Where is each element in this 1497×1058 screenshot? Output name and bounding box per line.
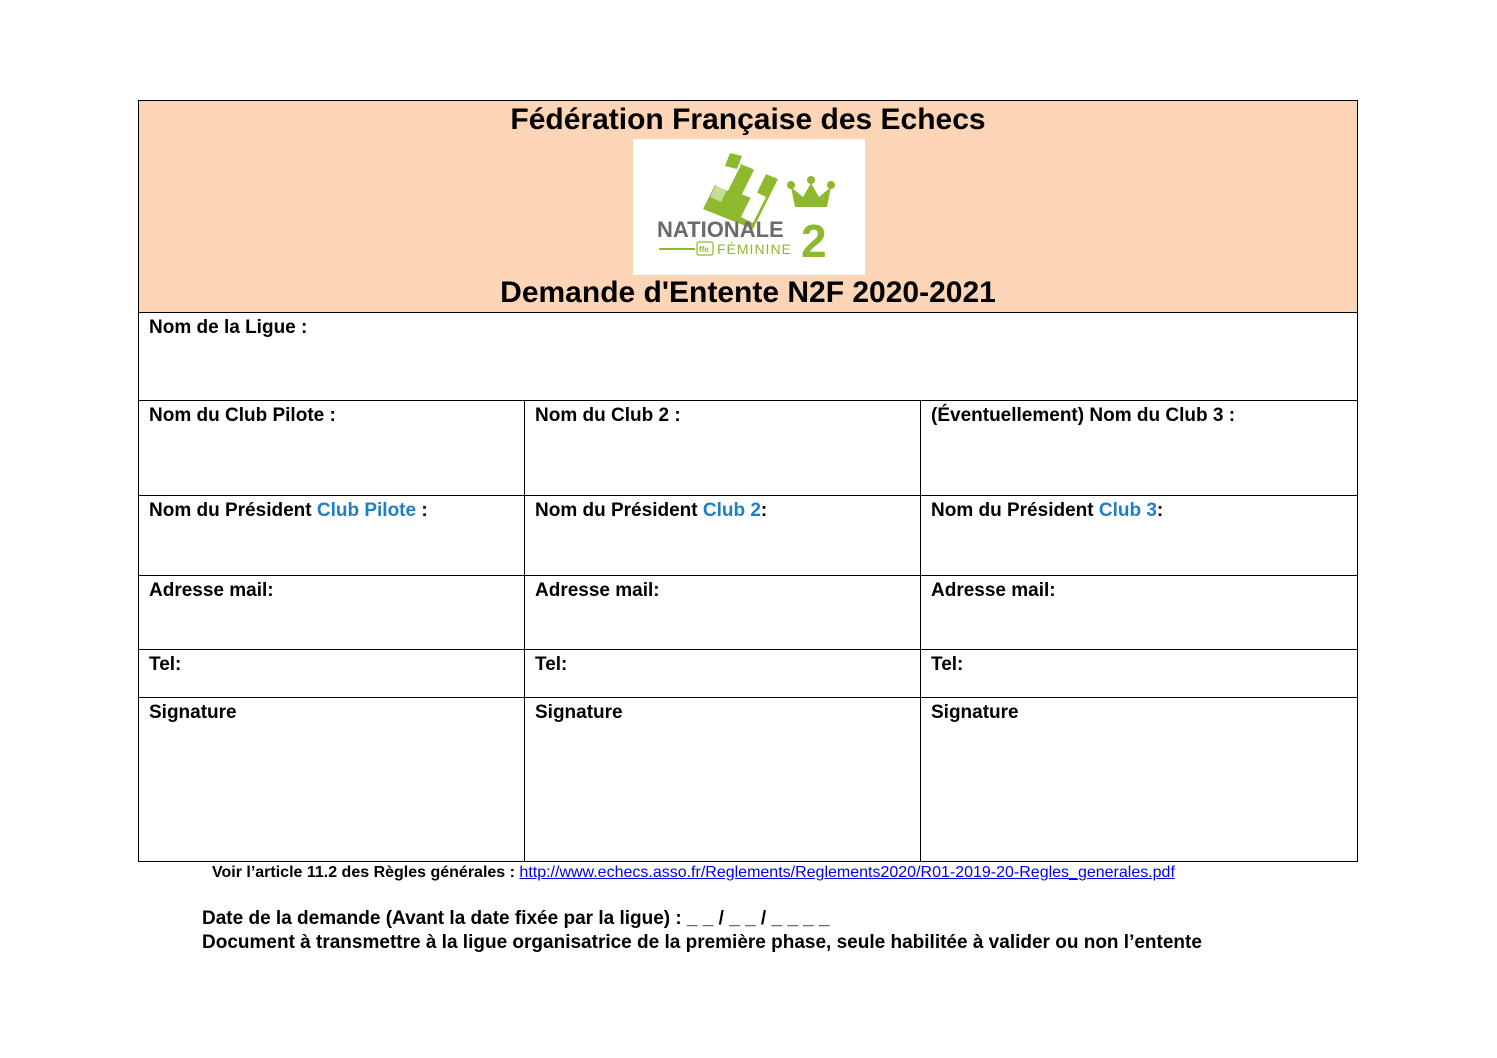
ligue-field[interactable]	[139, 313, 1357, 400]
president-row	[139, 496, 1357, 576]
tel-label: Tel:	[535, 654, 568, 675]
president-club-2-field[interactable]	[524, 496, 920, 575]
transmission-note: Document à transmettre à la ligue organisatrice de la première phase, seule habilitée à valider ou non l’entente	[202, 932, 1202, 953]
nationale-feminine-logo	[633, 139, 865, 275]
mail-label: Adresse mail:	[149, 580, 274, 601]
club-2-label: Nom du Club 2 :	[535, 405, 681, 426]
president-club-2-suffix: :	[760, 500, 768, 521]
signature-row	[139, 698, 1357, 861]
club-3-field[interactable]	[920, 401, 1357, 495]
crown-icon	[787, 176, 835, 207]
president-prefix: Nom du Président	[931, 500, 1094, 521]
tel-label: Tel:	[931, 654, 964, 675]
club-pilote-label: Nom du Club Pilote :	[149, 405, 336, 426]
rules-reference	[212, 864, 1175, 882]
mail-club-3-field[interactable]	[920, 576, 1357, 649]
signature-label: Signature	[931, 702, 1019, 723]
mail-row	[139, 576, 1357, 650]
ligue-label: Nom de la Ligue :	[149, 317, 308, 338]
signature-label: Signature	[535, 702, 623, 723]
mail-label: Adresse mail:	[535, 580, 660, 601]
ligue-row	[139, 313, 1357, 401]
request-date-line: Date de la demande (Avant la date fixée par la ligue) : _ _ / _ _ / _ _ _ _	[202, 908, 830, 929]
logo-word: NATIONALE	[657, 217, 784, 242]
tel-label: Tel:	[149, 654, 182, 675]
entente-form	[138, 100, 1358, 862]
tel-club-2-field[interactable]	[524, 650, 920, 697]
club-pilote-field[interactable]	[139, 401, 524, 495]
president-prefix: Nom du Président	[535, 500, 698, 521]
signature-club-2-field[interactable]	[524, 698, 920, 861]
tel-pilote-field[interactable]	[139, 650, 524, 697]
mail-label: Adresse mail:	[931, 580, 1056, 601]
president-pilote-suffix: :	[416, 500, 428, 521]
tel-row	[139, 650, 1357, 698]
form-subtitle: Demande d'Entente N2F 2020-2021	[500, 276, 996, 309]
rules-link[interactable]: http://www.echecs.asso.fr/Reglements/Reglements2020/R01-2019-20-Regles_generales.pdf	[519, 864, 1175, 881]
form-header	[139, 101, 1357, 313]
logo-badge: ffe	[699, 245, 709, 254]
signature-label: Signature	[149, 702, 237, 723]
president-pilote-club: Club Pilote	[316, 500, 417, 521]
club-2-field[interactable]	[524, 401, 920, 495]
mail-club-2-field[interactable]	[524, 576, 920, 649]
signature-club-3-field[interactable]	[920, 698, 1357, 861]
president-club-2: Club 2	[702, 500, 761, 521]
president-club-2-label	[535, 500, 767, 522]
logo-number: 2	[801, 215, 827, 267]
signature-pilote-field[interactable]	[139, 698, 524, 861]
president-pilote-field[interactable]	[139, 496, 524, 575]
president-club-3: Club 3	[1098, 500, 1157, 521]
rules-reference-text: Voir l’article 11.2 des Règles générales :	[212, 864, 515, 881]
page-title: Fédération Française des Echecs	[510, 103, 986, 136]
logo-sub: FÉMININE	[717, 241, 792, 257]
club-3-label: (Éventuellement) Nom du Club 3 :	[931, 405, 1236, 426]
president-pilote-label	[149, 500, 428, 522]
president-club-3-field[interactable]	[920, 496, 1357, 575]
tel-club-3-field[interactable]	[920, 650, 1357, 697]
president-prefix: Nom du Président	[149, 500, 312, 521]
club-names-row	[139, 401, 1357, 496]
president-club-3-label	[931, 500, 1163, 522]
president-club-3-suffix: :	[1156, 500, 1164, 521]
mail-pilote-field[interactable]	[139, 576, 524, 649]
